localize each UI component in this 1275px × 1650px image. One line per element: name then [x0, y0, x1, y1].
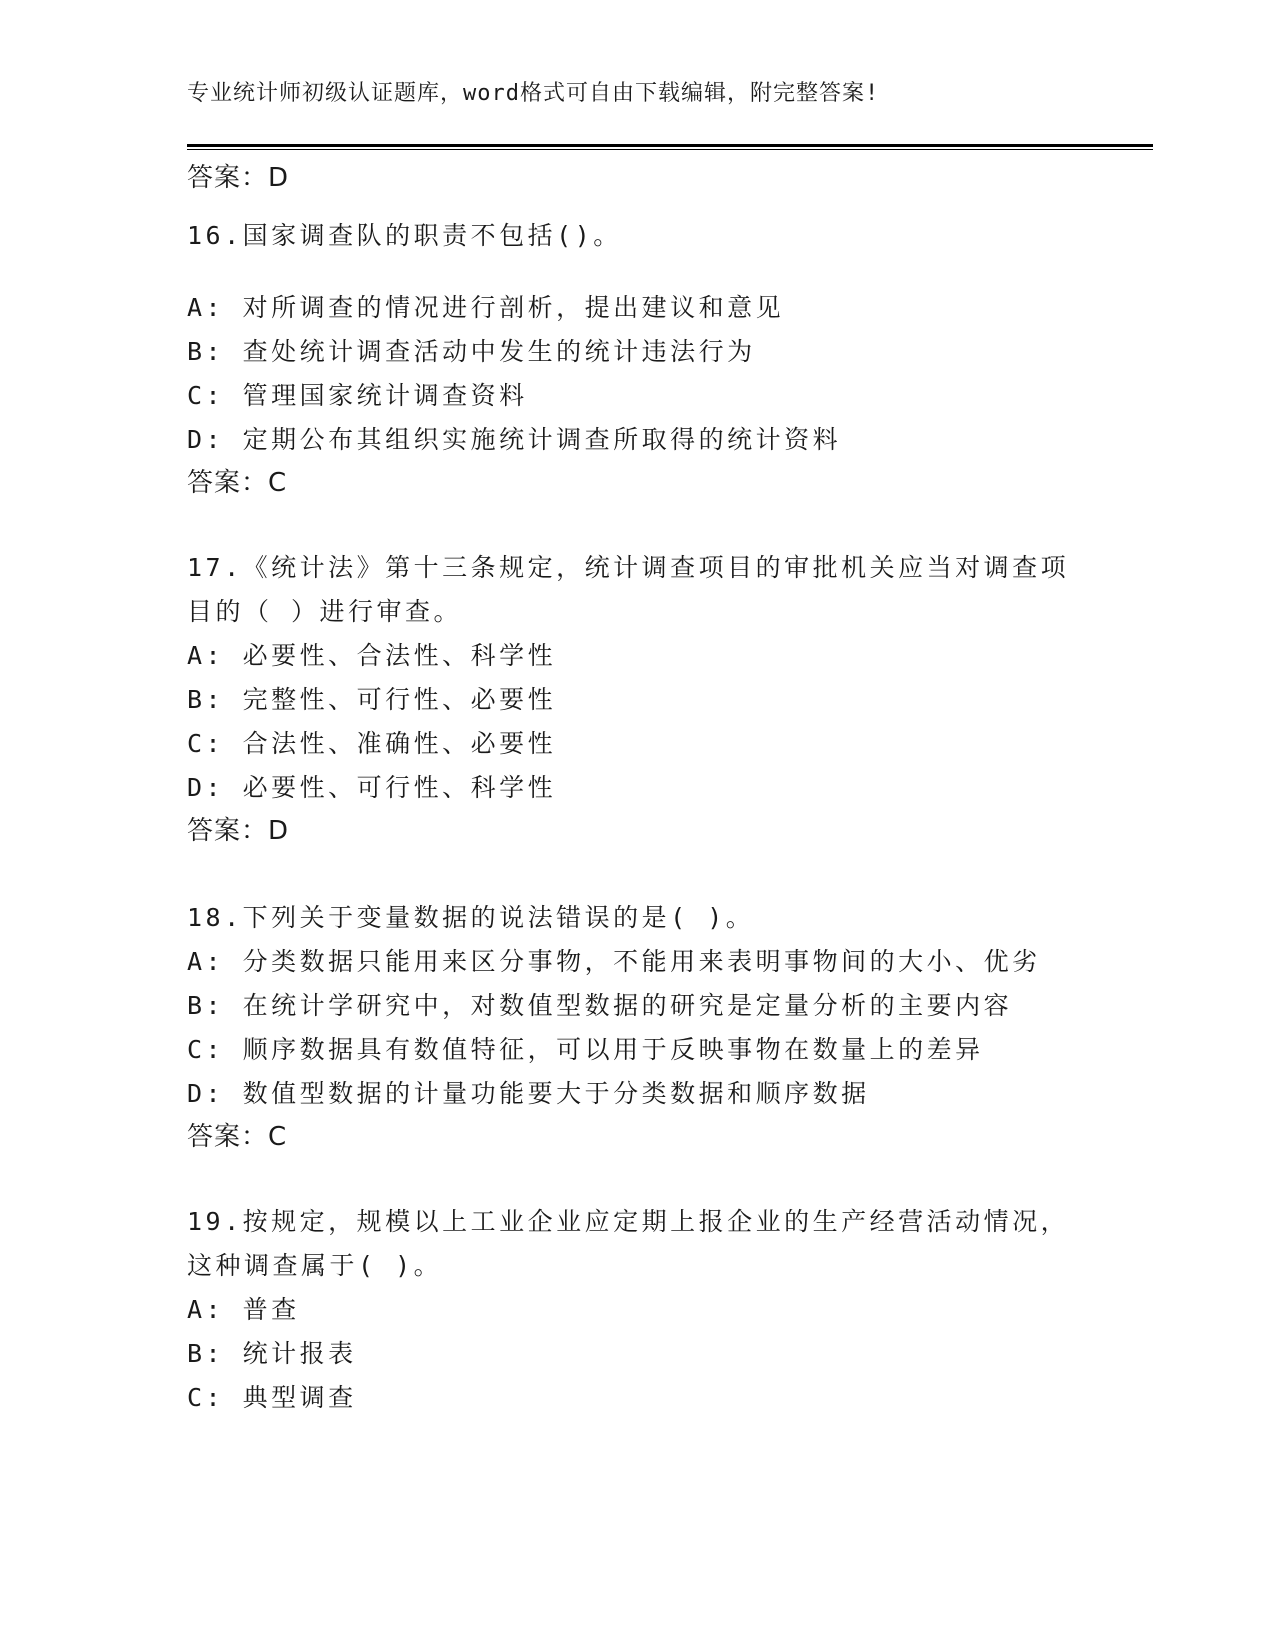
q16-option-a: A: 对所调查的情况进行剖析，提出建议和意见 — [187, 293, 785, 322]
q16-option-c: C: 管理国家统计调查资料 — [187, 381, 528, 410]
q16-option-b: B: 查处统计调查活动中发生的统计违法行为 — [187, 337, 756, 366]
header-rule-thin — [187, 149, 1153, 150]
q18-option-d: D: 数值型数据的计量功能要大于分类数据和顺序数据 — [187, 1079, 870, 1108]
q18-option-c: C: 顺序数据具有数值特征，可以用于反映事物在数量上的差异 — [187, 1035, 984, 1064]
q18-stem: 18.下列关于变量数据的说法错误的是( )。 — [187, 903, 755, 932]
q19-option-a: A: 普查 — [187, 1295, 300, 1324]
q16-stem: 16.国家调查队的职责不包括()。 — [187, 221, 622, 250]
q16-answer: 答案：C — [187, 468, 288, 498]
q18-option-a: A: 分类数据只能用来区分事物，不能用来表明事物间的大小、优劣 — [187, 947, 1041, 976]
q18-option-b: B: 在统计学研究中，对数值型数据的研究是定量分析的主要内容 — [187, 991, 1013, 1020]
q17-option-c: C: 合法性、准确性、必要性 — [187, 729, 557, 758]
q19-option-b: B: 统计报表 — [187, 1339, 357, 1368]
header-rule-thick — [187, 144, 1153, 147]
q17-option-d: D: 必要性、可行性、科学性 — [187, 773, 557, 802]
q19-stem-line2: 这种调查属于( )。 — [187, 1251, 443, 1280]
q17-answer: 答案：D — [187, 816, 290, 846]
q19-stem-line1: 19.按规定，规模以上工业企业应定期上报企业的生产经营活动情况， — [187, 1207, 1070, 1236]
q18-answer: 答案：C — [187, 1122, 288, 1152]
q19-option-c: C: 典型调查 — [187, 1383, 357, 1412]
q16-option-d: D: 定期公布其组织实施统计调查所取得的统计资料 — [187, 425, 842, 454]
q17-option-a: A: 必要性、合法性、科学性 — [187, 641, 557, 670]
answer-prev: 答案：D — [187, 163, 290, 193]
q17-option-b: B: 完整性、可行性、必要性 — [187, 685, 557, 714]
q17-stem-line1: 17.《统计法》第十三条规定，统计调查项目的审批机关应当对调查项 — [187, 553, 1070, 582]
page-header-text: 专业统计师初级认证题库，word格式可自由下载编辑，附完整答案! — [187, 81, 880, 106]
q17-stem-line2: 目的（ ）进行审查。 — [187, 597, 463, 626]
